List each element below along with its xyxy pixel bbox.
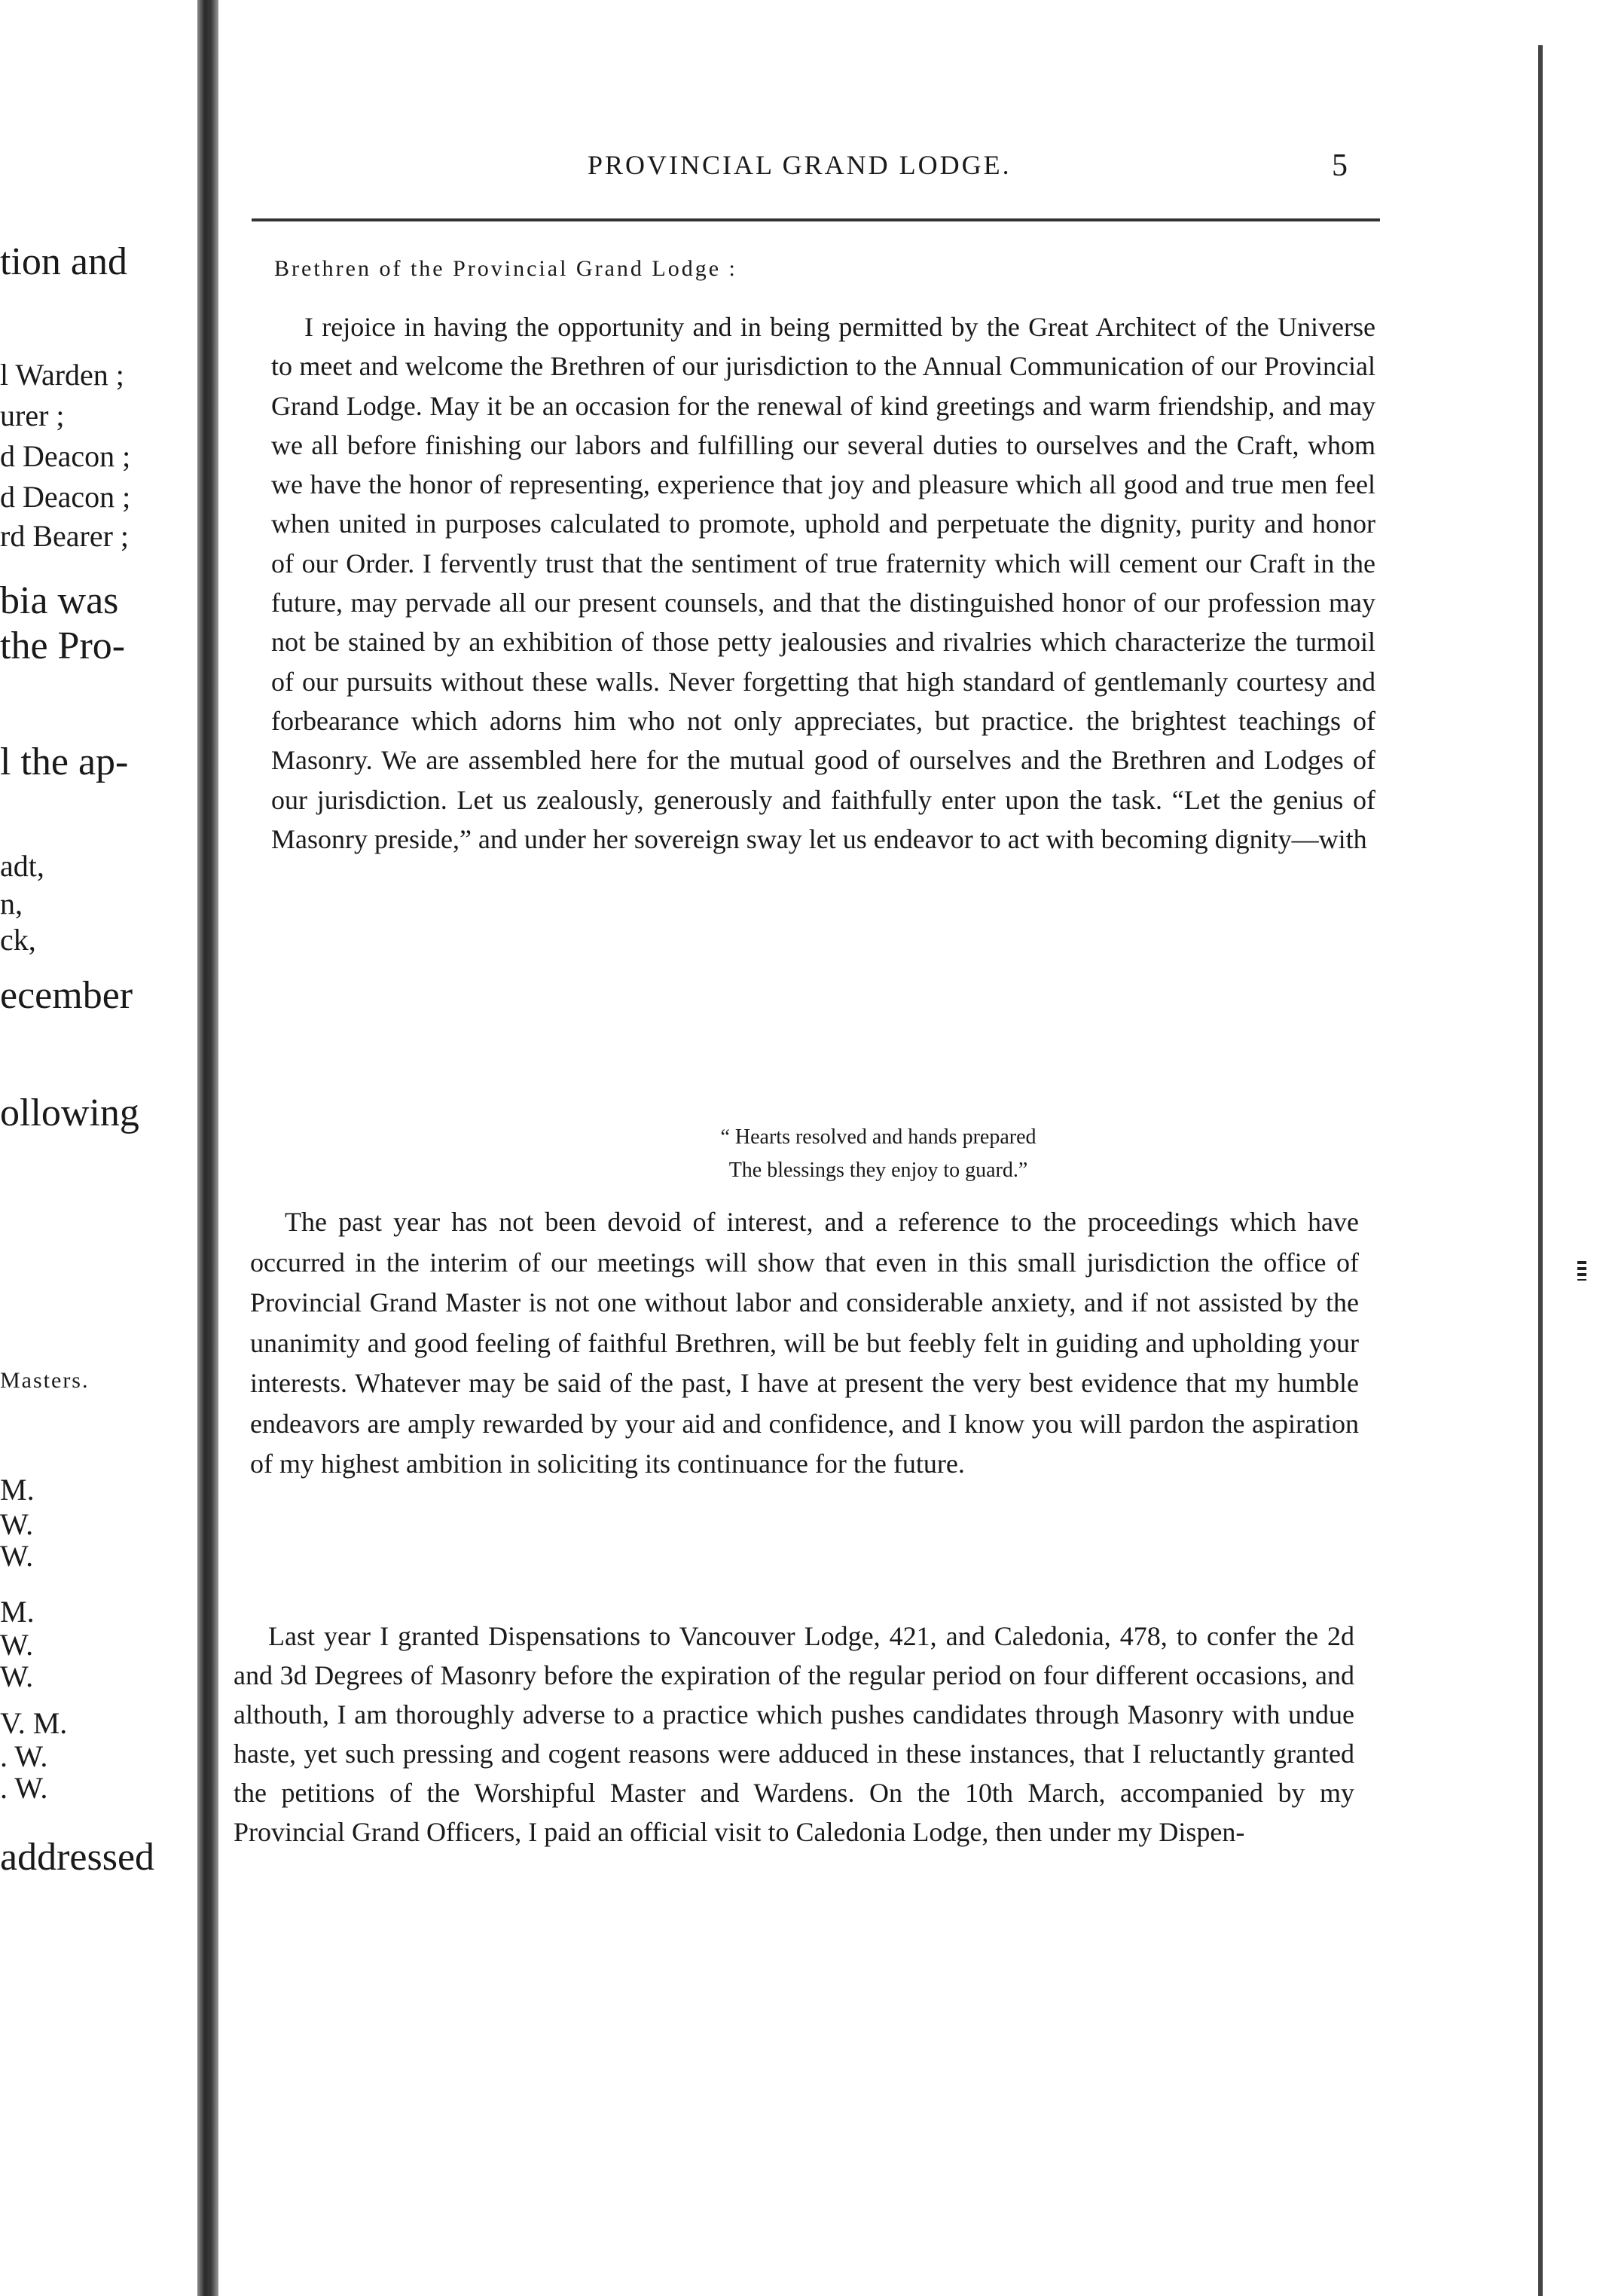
paragraph-3: Last year I granted Dispensations to Vancouver Lodge, 421, and Caledonia, 478, to confer the 2d and 3d Degrees of Masonry before the expiration of the regular period on four different occasions, and althouth, I am thoroughly adverse to a practice which pushes candidates through Masonry with undue haste, yet such pressing and cogent reasons were adduced in these instances, that I reluctantly granted the petitions of the Worshipful Master and Wardens. On the 10th March, accompanied by my Provincial Grand Officers, I paid an official visit to Caledonia Lodge, then under my Dispen- — [234, 1621, 1354, 1847]
facing-page-line: . W. — [0, 1771, 48, 1805]
facing-page-line: d Deacon ; — [0, 439, 131, 473]
running-title: PROVINCIAL GRAND LODGE. — [588, 150, 1012, 180]
paragraph-2: The past year has not been devoid of interest, and a reference to the proceedings which have occurred in the interim of our meetings will show that even in this small jurisdiction the office of Provincial Grand Master is not one without labor and considerable anxiety, and if not assisted by the unanimity and good feeling of faithful Brethren, will be but feebly felt in guiding and upholding your interests. Whatever may be said of the past, I have at present the very best evidence that my humble endeavors are amply rewarded by your aid and confidence, and I know you will pardon the aspiration of my highest ambition in soliciting its continuance for the future. — [250, 1207, 1359, 1479]
facing-page-line: ecember — [0, 974, 133, 1017]
facing-page-line: ck, — [0, 923, 36, 957]
facing-page-line: tion and — [0, 240, 127, 283]
facing-page-line: bia was — [0, 579, 119, 622]
facing-page-line: . W. — [0, 1739, 48, 1773]
header-rule — [252, 218, 1380, 221]
facing-page-line: M. — [0, 1473, 35, 1507]
facing-page-line: addressed — [0, 1836, 155, 1879]
facing-page-line: Masters. — [0, 1368, 90, 1393]
facing-page-line: M. — [0, 1595, 35, 1629]
salutation: Brethren of the Provincial Grand Lodge : — [274, 256, 737, 281]
facing-page-line: n, — [0, 887, 23, 921]
facing-page-line: adt, — [0, 849, 44, 883]
facing-page-line: V. M. — [0, 1706, 68, 1740]
facing-page-line: W. — [0, 1539, 34, 1573]
page-edge — [1538, 45, 1543, 2296]
facing-page-line: l Warden ; — [0, 358, 124, 392]
facing-page-line: W. — [0, 1628, 34, 1662]
paragraph-1: I rejoice in having the opportunity and in being permitted by the Great Architect of the Universe to meet and welcome the Brethren of our jurisdiction to the Annual Communication of our Provincial Grand Lodge. May it be an occasion for the renewal of kind greetings and warm friendship, and may we all before finishing our labors and fulfilling our several duties to ourselves and the Craft, whom we have the honor of representing, experience that joy and pleasure which all good and true men feel when united in purposes calculated to promote, uphold and perpetuate the dignity, purity and honor of our Order. I fervently trust that the sentiment of true fraternity which will cement our Craft in the future, may pervade all our present counsels, and that the distinguished honor of our profession may not be stained by an exhibition of those petty jealousies and rivalries which characterize the turmoil of our pursuits without these walls. Never forgetting that high standard of gentlemanly courtesy and forbearance which adorns him who not only appreciates, but practice. the brightest teachings of Masonry. We are assembled here for the mutual good of ourselves and the Brethren and Lodges of our jurisdiction. Let us zealously, generously and faithfully enter upon the task. “Let the genius of Masonry preside,” and under her sovereign sway let us endeavor to act with becoming dignity—with — [271, 312, 1375, 854]
facing-page-line: the Pro- — [0, 624, 126, 667]
scan-artifact — [1577, 1261, 1586, 1281]
facing-page-fragment — [0, 0, 197, 2296]
facing-page-line: ollowing — [0, 1092, 139, 1134]
facing-page-line: l the ap- — [0, 740, 129, 783]
page-number: 5 — [1332, 148, 1348, 183]
book-page — [218, 0, 1538, 2296]
facing-page-line: rd Bearer ; — [0, 519, 130, 553]
quote-line-1: “ Hearts resolved and hands prepared — [720, 1125, 1037, 1149]
facing-page-line: d Deacon ; — [0, 480, 131, 514]
book-gutter — [197, 0, 218, 2296]
quote-line-2: The blessings they enjoy to guard.” — [728, 1159, 1028, 1182]
facing-page-line: W. — [0, 1659, 34, 1693]
facing-page-line: urer ; — [0, 398, 65, 432]
facing-page-line: W. — [0, 1507, 34, 1541]
